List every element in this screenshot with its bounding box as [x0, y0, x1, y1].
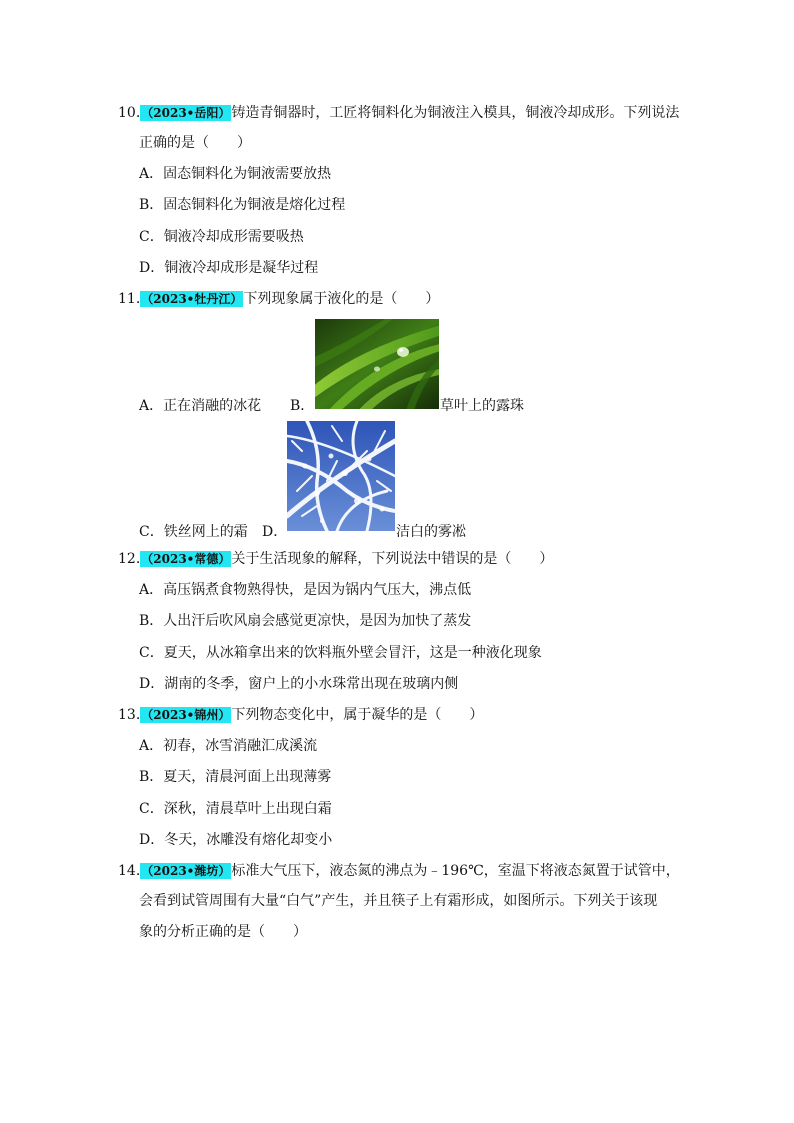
q10-line1 [118, 103, 679, 123]
q11-option-c: C．铁丝网上的霜 [139, 524, 248, 540]
q10-source-badge: （2023•岳阳） [141, 106, 231, 120]
q12-stem: 关于生活现象的解释，下列说法中错误的是（ ） [231, 551, 554, 567]
q12-option-c: C．夏天，从冰箱拿出来的饮料瓶外壁会冒汗，这是一种液化现象 [139, 645, 542, 661]
q12-number: 12. [118, 551, 141, 567]
q11-source-badge: （2023•牡丹江） [141, 292, 243, 306]
q14-stem: 标准大气压下，液态氮的沸点为﹣196℃，室温下将液态氮置于试管中， [231, 863, 680, 879]
q11-option-a: A．正在消融的冰花 [139, 398, 262, 414]
q11-option-b-text: 草叶上的露珠 [440, 398, 524, 414]
q10-stem: 铸造青铜器时，工匠将铜料化为铜液注入模具，铜液冷却成形。下列说法 [231, 105, 680, 121]
q10-number: 10. [118, 105, 141, 121]
q13-option-a: A．初春，冰雪消融汇成溪流 [139, 738, 318, 754]
q13-stem: 下列物态变化中，属于凝华的是（ ） [231, 707, 484, 723]
q10-option-a: A．固态铜料化为铜液需要放热 [139, 166, 332, 182]
q14-source-badge: （2023•潍坊） [141, 864, 231, 878]
q11-line1 [118, 289, 439, 309]
q11-option-d-letter: D． [262, 524, 288, 540]
q13-line1 [118, 705, 483, 725]
dew-grass-image [315, 319, 439, 409]
q14-stem-line3: 象的分析正确的是（ ） [139, 924, 307, 940]
q14-number: 14. [118, 863, 141, 879]
q14-line1 [118, 861, 680, 881]
q12-line1 [118, 549, 553, 569]
q12-source-badge: （2023•常德） [141, 552, 231, 566]
q12-option-d: D．湖南的冬季，窗户上的小水珠常出现在玻璃内侧 [139, 676, 459, 692]
q12-option-b: B．人出汗后吹风扇会感觉更凉快，是因为加快了蒸发 [139, 613, 472, 629]
q11-stem: 下列现象属于液化的是（ ） [243, 291, 440, 307]
q13-source-badge: （2023•锦州） [141, 708, 231, 722]
q13-option-d: D．冬天，冰雕没有熔化却变小 [139, 832, 333, 848]
q11-option-b-letter: B． [290, 398, 315, 414]
q13-option-c: C．深秋，清晨草叶上出现白霜 [139, 801, 332, 817]
rime-branches-image [287, 421, 395, 531]
q10-option-b: B．固态铜料化为铜液是熔化过程 [139, 197, 346, 213]
q13-number: 13. [118, 707, 141, 723]
q10-stem-line2: 正确的是（ ） [139, 135, 251, 151]
q10-option-c: C．铜液冷却成形需要吸热 [139, 229, 304, 245]
q10-option-d: D．铜液冷却成形是凝华过程 [139, 260, 319, 276]
q11-option-d-text: 洁白的雾凇 [396, 524, 466, 540]
q14-stem-line2: 会看到试管周围有大量“白气”产生，并且筷子上有霜形成，如图所示。下列关于该现 [139, 893, 658, 909]
q13-option-b: B．夏天，清晨河面上出现薄雾 [139, 769, 332, 785]
q12-option-a: A．高压锅煮食物熟得快，是因为锅内气压大，沸点低 [139, 582, 472, 598]
q11-number: 11. [118, 291, 141, 307]
